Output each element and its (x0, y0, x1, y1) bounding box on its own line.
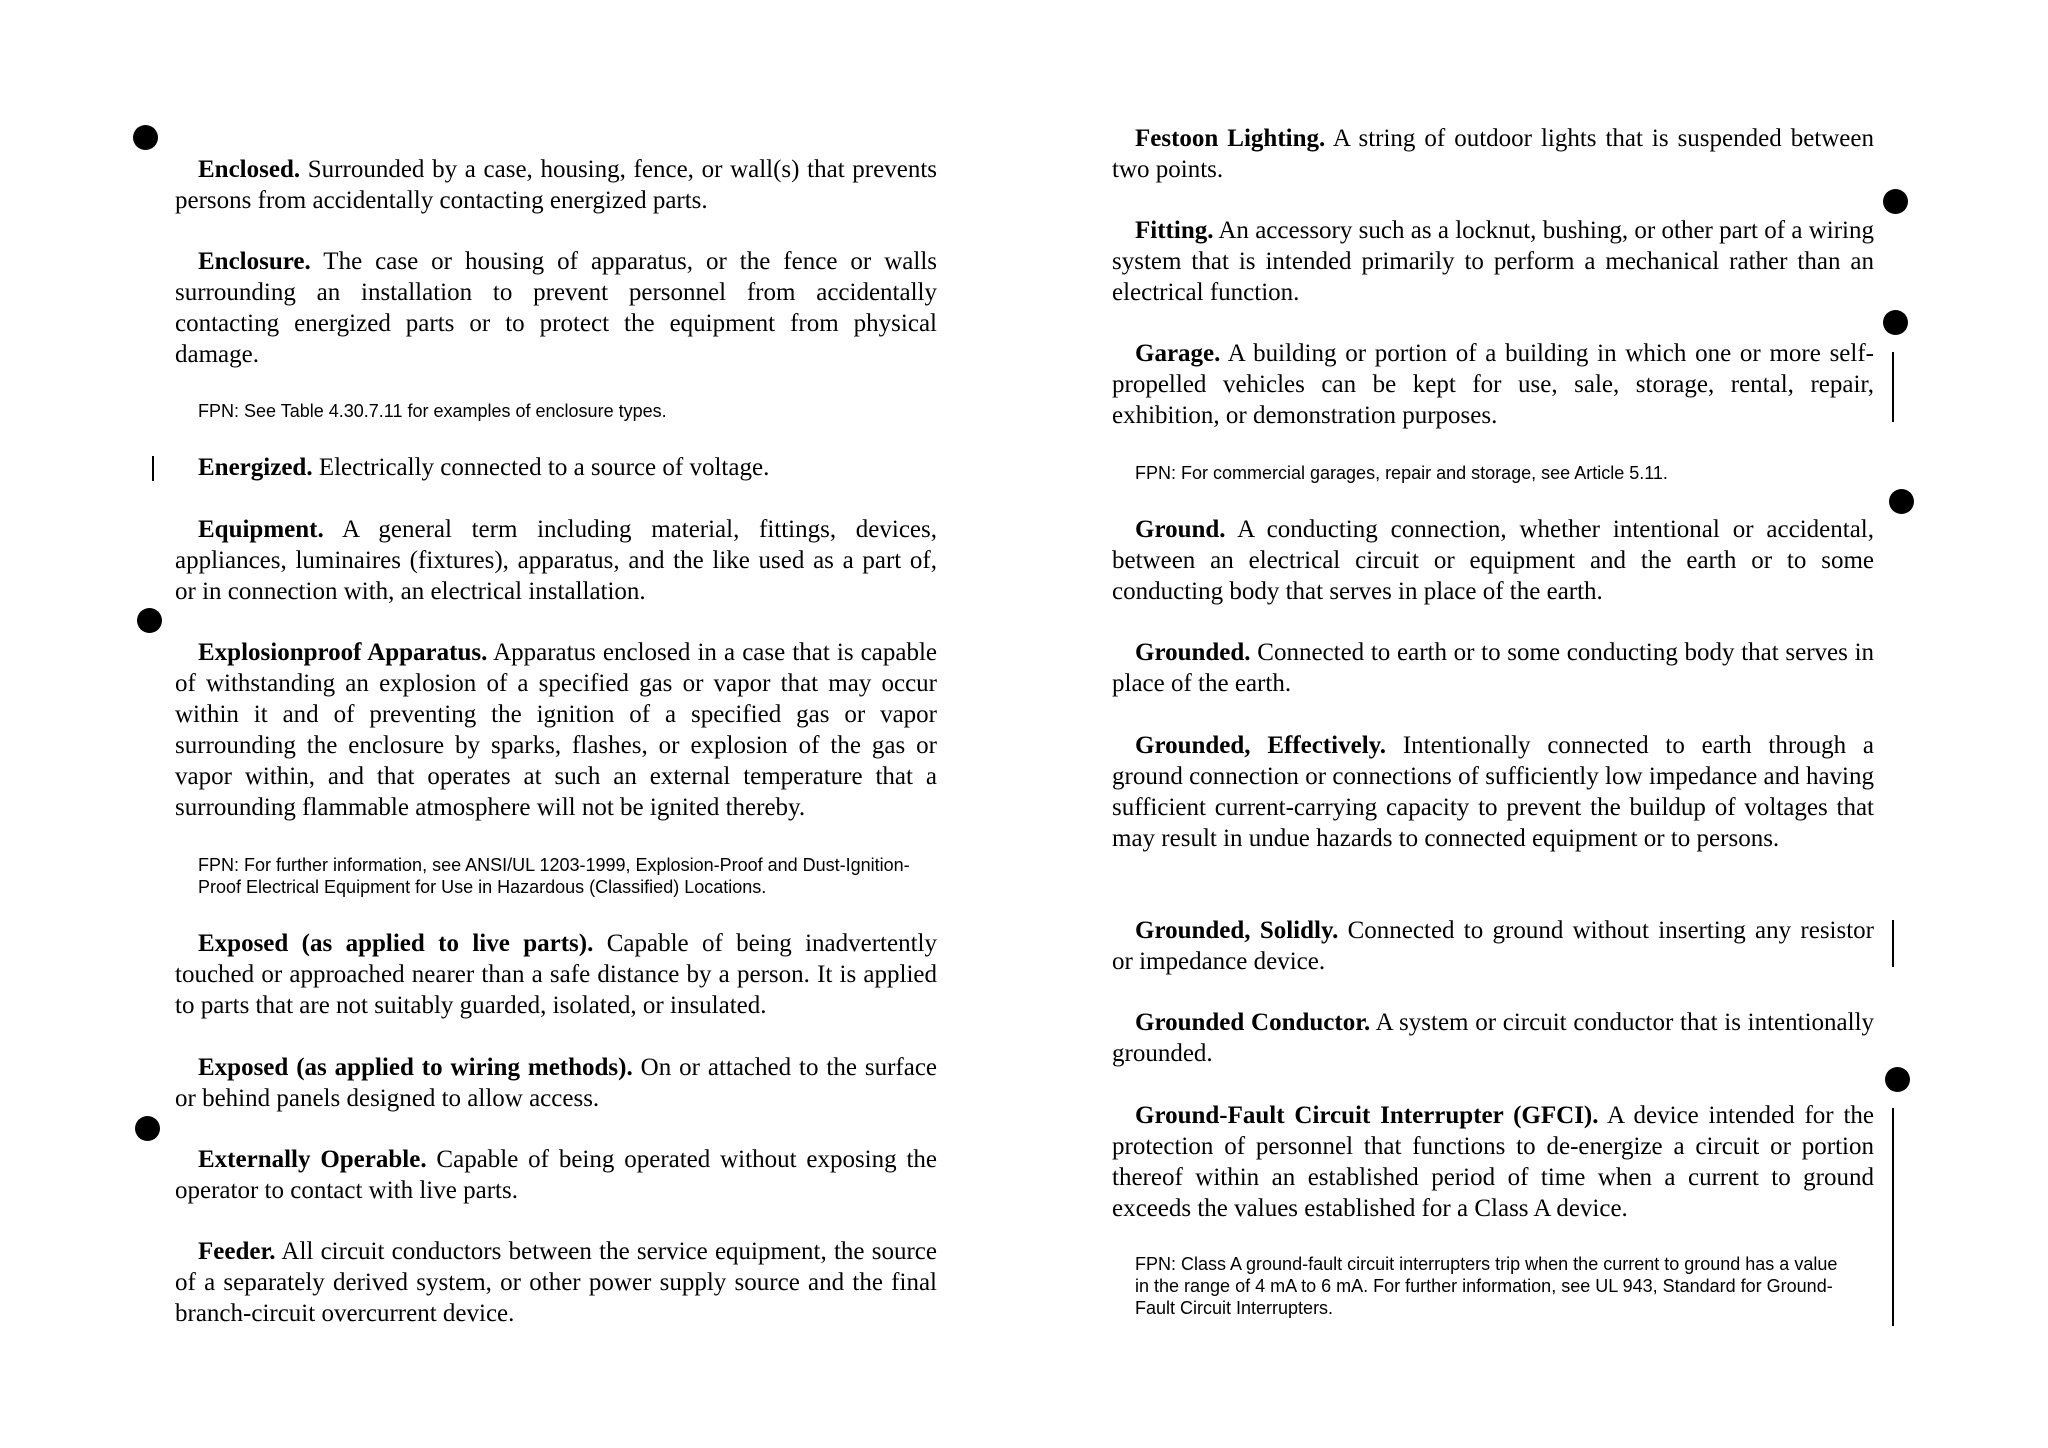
term: Grounded, Solidly. (1135, 917, 1339, 944)
definition-grounded-solidly (1112, 915, 1874, 977)
term: Enclosed. (198, 156, 301, 183)
definition-exposed-wiring-methods (175, 1052, 937, 1114)
definition-garage (1112, 338, 1874, 431)
definition-grounded (1112, 637, 1874, 699)
term: Ground. (1135, 516, 1226, 543)
term: Energized. (198, 454, 313, 481)
term: Equipment. (198, 516, 324, 543)
term: Enclosure. (198, 248, 311, 275)
term: Festoon Lighting. (1135, 125, 1326, 152)
fine-print-note: FPN: Class A ground-fault circuit interrupters trip when the current to ground has a value in the range of 4 mA to 6 mA. For further information, see UL 943, Standard for Ground-Fault Circuit Interrupters. (1135, 1254, 1838, 1318)
term: Feeder. (198, 1238, 276, 1265)
definition-text: Intentionally connected to earth through a ground connection or connections of sufficiently low impedance and having sufficient current-carrying capacity to prevent the buildup of voltages that may result in undue hazards to connected equipment or to persons. (1112, 732, 1875, 852)
definition-text: A conducting connection, whether intentional or accidental, between an electrical circuit or equipment and the earth or to some conducting body that serves in place of the earth. (1112, 516, 1874, 605)
definition-explosionproof-apparatus (175, 637, 937, 823)
fine-print-note: FPN: For commercial garages, repair and storage, see Article 5.11. (1135, 463, 1668, 483)
margin-bullet-marker (1883, 189, 1908, 214)
definition-externally-operable (175, 1144, 937, 1206)
margin-change-bar (1892, 352, 1894, 422)
fine-print-note: FPN: See Table 4.30.7.11 for examples of enclosure types. (198, 401, 667, 421)
term: Grounded Conductor. (1135, 1009, 1371, 1036)
definition-text: Capable of being inadvertently touched or approached nearer than a safe distance by a person. It is applied to parts that are not suitably guarded, isolated, or insulated. (175, 930, 937, 1019)
definition-text: The case or housing of apparatus, or the fence or walls surrounding an installation to prevent personnel from accidentally contacting energized parts or to protect the equipment from physical damage. (175, 248, 937, 368)
definition-text: A device intended for the protection of personnel that functions to de-energize a circuit or portion thereof within an established period of time when a current to ground exceeds the values established for a Class A device. (1112, 1102, 1875, 1222)
definition-text: On or attached to the surface or behind panels designed to allow access. (175, 1054, 938, 1112)
term: Ground-Fault Circuit Interrupter (GFCI). (1135, 1102, 1599, 1129)
term: Grounded. (1135, 639, 1251, 666)
margin-bullet-marker (1885, 1067, 1910, 1092)
definition-equipment (175, 514, 937, 607)
definition-enclosed (175, 154, 937, 216)
definition-feeder (175, 1236, 937, 1329)
margin-change-bar (1892, 920, 1894, 967)
definition-text: Surrounded by a case, housing, fence, or wall(s) that prevents persons from accidentally contacting energized parts. (175, 156, 938, 214)
definition-ground (1112, 514, 1874, 607)
term: Garage. (1135, 340, 1221, 367)
term: Fitting. (1135, 217, 1214, 244)
definition-exposed-live-parts (175, 928, 937, 1021)
term: Explosionproof Apparatus. (198, 639, 488, 666)
definition-grounded-conductor (1112, 1007, 1874, 1069)
margin-bullet-marker (1889, 489, 1914, 514)
definition-text: A general term including material, fittings, devices, appliances, luminaires (fixtures), apparatus, and the like used as a part of, or in connection with, an electrical installation. (175, 516, 937, 605)
definition-energized (175, 452, 937, 483)
definition-text: Electrically connected to a source of voltage. (318, 454, 770, 481)
margin-bullet-marker (1883, 310, 1908, 335)
margin-bullet-marker (135, 1116, 160, 1141)
term: Exposed (as applied to live parts). (198, 930, 594, 957)
definition-festoon-lighting (1112, 123, 1874, 185)
definition-text: Capable of being operated without exposing the operator to contact with live parts. (175, 1146, 938, 1204)
term: Externally Operable. (198, 1146, 427, 1173)
margin-bullet-marker (137, 608, 162, 633)
term: Exposed (as applied to wiring methods). (198, 1054, 633, 1081)
term: Grounded, Effectively. (1135, 732, 1387, 759)
margin-bullet-marker (133, 125, 158, 150)
definition-grounded-effectively (1112, 730, 1874, 854)
definition-text: An accessory such as a locknut, bushing, or other part of a wiring system that is intended primarily to perform a mechanical rather than an electrical function. (1112, 217, 1875, 306)
margin-change-bar (152, 456, 154, 481)
fine-print-note: FPN: For further information, see ANSI/UL 1203-1999, Explosion-Proof and Dust-Ignition-Proof Electrical Equipment for Use in Hazardous (Classified) Locations. (198, 855, 910, 897)
definition-text: All circuit conductors between the service equipment, the source of a separately derived system, or other power supply source and the final branch-circuit overcurrent device. (175, 1238, 938, 1327)
definition-enclosure (175, 246, 937, 370)
definition-text: Connected to ground without inserting any resistor or impedance device. (1112, 917, 1874, 975)
definition-text: Connected to earth or to some conducting body that serves in place of the earth. (1112, 639, 1875, 697)
definition-text: A string of outdoor lights that is suspended between two points. (1112, 125, 1874, 183)
definition-text: A system or circuit conductor that is intentionally grounded. (1112, 1009, 1875, 1067)
definition-gfci (1112, 1100, 1874, 1224)
definition-text: Apparatus enclosed in a case that is capable of withstanding an explosion of a specified gas or vapor that may occur within it and of preventing the ignition of a specified gas or vapor surrounding the enclosure by sparks, flashes, or explosion of the gas or vapor within, and that operates at such an external temperature that a surrounding flammable atmosphere will not be ignited thereby. (175, 639, 937, 821)
definition-text: A building or portion of a building in which one or more self-propelled vehicles can be kept for use, sale, storage, rental, repair, exhibition, or demonstration purposes. (1112, 340, 1874, 429)
definition-fitting (1112, 215, 1874, 308)
margin-change-bar (1892, 1108, 1894, 1326)
